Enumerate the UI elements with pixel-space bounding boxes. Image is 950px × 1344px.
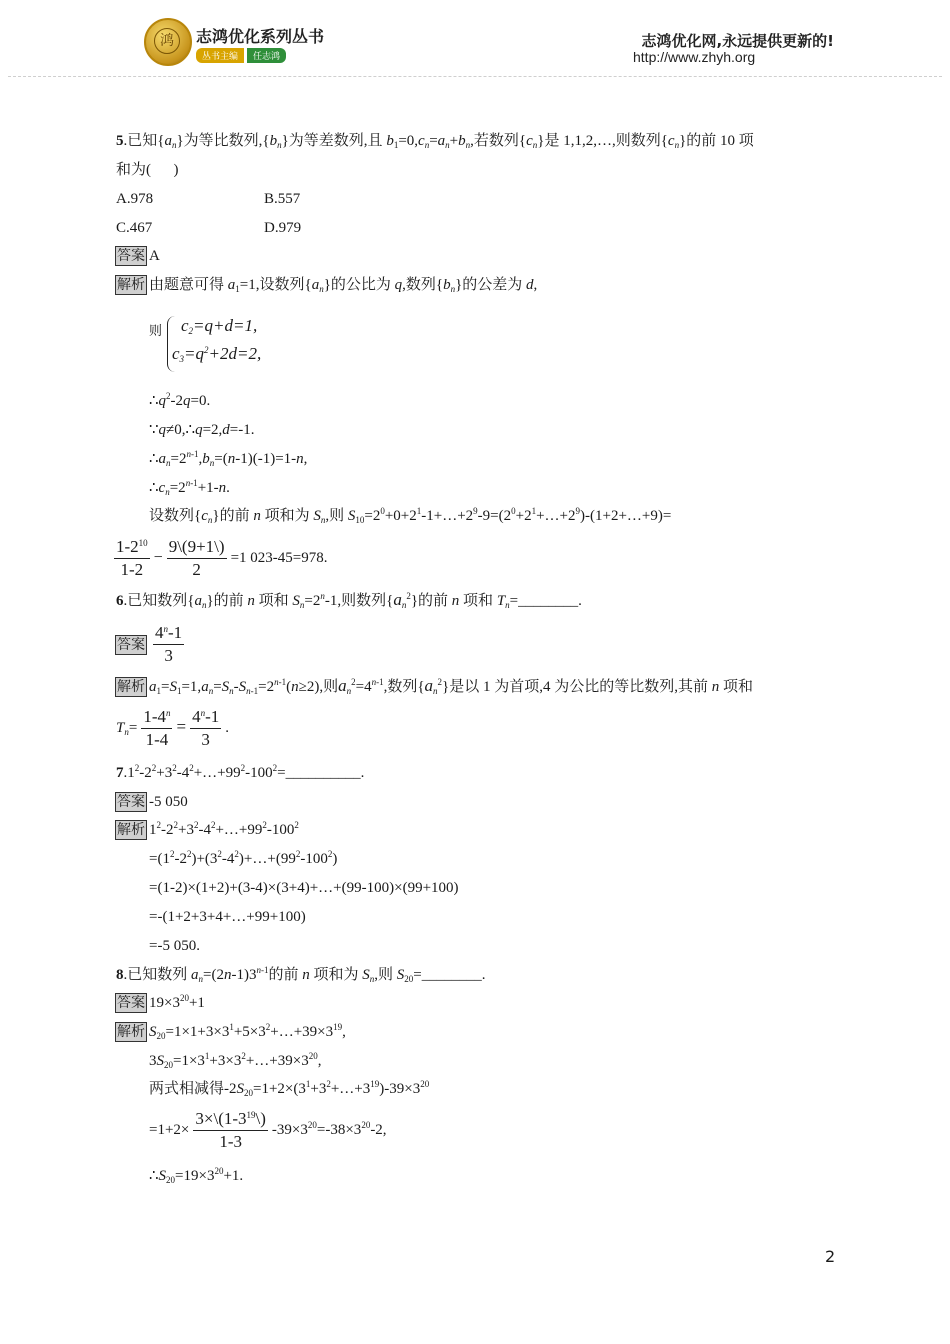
q6-analysis-line1: 解析 $a_1=S_1=1,a_n=S_n-S_{n-1}=2^{n-1}(n\ge 2)$,则$a_n^2=4^{n-1}$,数列$\{a_n^2\}$是以 1 为首项,4 为公比的等比数列,其前 n 项和	[117, 676, 753, 696]
q6-frac-a-num: 1-4	[143, 707, 166, 726]
page-number: 2	[825, 1247, 836, 1266]
q5-frac2-den: 2	[192, 560, 201, 579]
q7-analysis-line1: 解析 $1^2-2^2+3^2-4^2+\dots+99^2-100^2$	[117, 820, 299, 838]
q7-analysis-line2: $=(1^2-2^2)+(3^2-4^2)+\dots+(99^2-100^2)$	[149, 849, 338, 867]
q8-number: 8	[116, 967, 124, 983]
answer-label: 答案	[117, 636, 145, 653]
answer-label: 答案	[117, 248, 145, 264]
analysis-label: 解析	[117, 277, 145, 293]
q6-frac-b-num: 4	[192, 707, 201, 726]
header-url[interactable]: http://www.zhyh.org	[633, 49, 756, 65]
brand-subtitle-editor-label: 丛书主编	[196, 48, 244, 63]
q5-step-sum: 设数列$\{c_n\}$的前 n 项和为 $S_n$,则 $S_{10}=2^0+0+2^1-1+\dots+2^9-9=(2^0+2^1+\dots+2^9)-(1+2+\dots+9)=$	[149, 506, 672, 525]
header-divider	[8, 76, 942, 77]
q6-number: 6	[116, 593, 124, 609]
q6-stem: 6.已知数列$\{a_n\}$的前 n 项和 $S_n=2^n-1$,则数列$\{a_n^2\}$的前 n 项和 $T_n=\_\_\_\_\_\_\_\_$.	[116, 590, 582, 610]
q5-analysis-line1: 解析 由题意可得 $a_1=1$,设数列$\{a_n\}$的公比为 q,数列$\{b_n\}$的公差为 d,	[117, 277, 538, 294]
q5-number: 5	[116, 133, 124, 149]
q5-option-d: D.979	[264, 220, 302, 236]
q8-answer: 答案 $19\times 3^{20}+1$	[117, 993, 205, 1011]
analysis-label: 解析	[117, 1024, 145, 1040]
q5-frac1-num-exp: 10	[138, 538, 148, 548]
q6-answer	[115, 622, 184, 667]
q8-fraction	[193, 1108, 268, 1153]
analysis-label: 解析	[117, 822, 145, 838]
answer-label: 答案	[117, 995, 145, 1011]
q5-fraction-arithmetic	[167, 536, 227, 581]
q8-analysis-line1: 解析 $S_{20}=1\times 1+3\times 3^1+5\times 3^2+\dots+39\times 3^{19}$,	[117, 1022, 346, 1041]
q8-analysis-line3: 两式相减得$-2S_{20}=1+2\times(3^1+3^2+\dots+3^{19})-39\times 3^{20}$	[149, 1079, 430, 1098]
q5-frac1-den: 1-2	[120, 560, 144, 579]
q5-frac1-num: 1-2	[116, 537, 139, 556]
q5-option-a: A.978	[116, 191, 154, 207]
q8-analysis-line2: $3S_{20}=1\times 3^1+3\times 3^2+\dots+39\times 3^{20}$,	[149, 1051, 322, 1070]
q6-ans-num: 4	[155, 623, 164, 642]
q5-final-expression	[114, 536, 327, 581]
q5-system-eq1: $c_2=q+d=1$,	[181, 316, 258, 336]
q7-analysis-line3: =(1-2)×(1+2)+(3-4)×(3+4)+…+(99-100)×(99+100)	[149, 880, 459, 896]
brand-subtitle-editor-name: 任志鸿	[247, 48, 286, 63]
brand-title: 志鸿优化系列丛书	[196, 27, 325, 46]
q8-frac-num-tail: \)	[255, 1109, 266, 1128]
q8-stem: 8.已知数列 $a_n=(2n-1)3^{n-1}$的前 n 项和为 $S_n$,则 $S_{20}=\_\_\_\_\_\_\_\_$.	[116, 965, 486, 984]
q6-ans-num-exp: n	[163, 624, 168, 634]
q5-then: 则	[149, 323, 163, 338]
q5-step-cn: $\therefore c_n=2^{n-1}+1-n$.	[149, 478, 230, 497]
q7-stem: $7.1^2-2^2+3^2-4^2+\dots+99^2-100^2=\_\_\_\_\_\_\_\_\_\_$.	[116, 763, 365, 781]
answer-label: 答案	[117, 794, 145, 810]
q5-step-an-bn: $\therefore a_n=2^{n-1},b_n=(n-1)(-1)=1-n$,	[149, 449, 308, 468]
q5-answer-value: A	[149, 248, 160, 264]
q5-result: =1 023-45=978.	[230, 550, 328, 567]
q7-analysis-line4: =-(1+2+3+4+…+99+100)	[149, 909, 306, 925]
q6-answer-fraction	[153, 622, 184, 667]
q6-ans-den: 3	[164, 646, 173, 665]
q5-step-q-eq: $\therefore q^2-2q=0$.	[149, 391, 211, 409]
q5-option-c: C.467	[116, 220, 153, 236]
q7-answer-value: -5 050	[149, 794, 188, 810]
q5-step-q-value: ∵q≠0,∴q=2,d=-1.	[149, 422, 255, 438]
q6-frac-a-den: 1-4	[145, 730, 169, 749]
q5-frac2-num: 9\(9+1\)	[167, 536, 227, 559]
q7-answer	[115, 792, 188, 812]
q5-answer	[115, 246, 160, 266]
q6-analysis-line2: $T_n=$ $\frac{1-4^n}{1-4}$ = $\frac{4^n-1}{3}$ .	[116, 707, 229, 749]
q8-frac-num-exp: 19	[246, 1110, 256, 1120]
logo-emblem	[144, 18, 192, 66]
q6-fraction-sum: $\frac{1-4^n}{1-4}$	[143, 707, 171, 749]
q5-fraction-geometric	[114, 536, 150, 581]
q5-minus: −	[153, 549, 163, 567]
q7-analysis-line5: =-5 050.	[149, 938, 200, 954]
logo-glyph: 鸿	[154, 28, 180, 54]
q8-analysis-line5: $\therefore S_{20}=19\times 3^{20}+1$.	[149, 1166, 244, 1185]
q5-stem-line1: 5.已知$\{a_n\}$为等比数列$,\{b_n\}$为等差数列,且 $b_1=0,c_n=a_n+b_n$,若数列$\{c_n\}$是 1,1,2,…,则数列$\{c_n\}$的前 10 项	[116, 133, 754, 150]
q8-analysis-line4: =1+2× $\frac{3\times\backslash(1-3^{19}\backslash)}{1-3}$ $-39\times 3^{20}=-38\times 3^{20}-2$,	[149, 1109, 387, 1151]
q5-option-b: B.557	[264, 191, 301, 207]
q8-frac-num: 3×\(1-3	[195, 1109, 247, 1128]
q5-stem-line2: 和为( )	[116, 162, 179, 178]
q7-number: 7	[116, 765, 124, 781]
q6-fraction-simplified: $\frac{4^n-1}{3}$	[192, 707, 220, 749]
q6-frac-b-den: 3	[201, 730, 210, 749]
q5-system-eq2: $c_3=q^2+2d=2$,	[172, 344, 262, 364]
header-slogan: 志鸿优化网,永远提供更新的!	[641, 32, 834, 50]
q6-ans-num-tail: -1	[168, 623, 183, 642]
q8-frac-den: 1-3	[219, 1132, 242, 1151]
analysis-label: 解析	[117, 679, 145, 695]
